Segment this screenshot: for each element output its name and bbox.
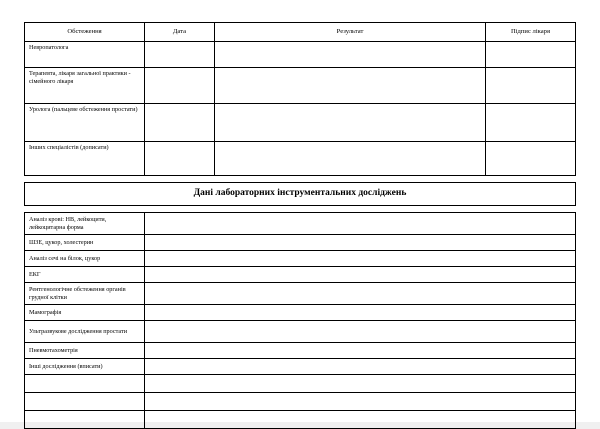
- exam-label-other-specialists: Інших спеціалістів (дописати): [25, 142, 145, 176]
- exam-result-urologist[interactable]: [215, 104, 486, 142]
- lab-label-blank-3[interactable]: [25, 411, 145, 429]
- column-header-result: Результат: [215, 23, 486, 42]
- lab-value-pneumotachometry[interactable]: [145, 343, 576, 359]
- lab-label-blank-1[interactable]: [25, 375, 145, 393]
- section-title-table: [24, 182, 576, 206]
- column-header-date: Дата: [145, 23, 215, 42]
- exam-signature-therapist[interactable]: [486, 68, 576, 104]
- lab-value-blank-2[interactable]: [145, 393, 576, 411]
- lab-value-prostate-ultrasound[interactable]: [145, 321, 576, 343]
- table-header-row: [25, 23, 576, 42]
- table-row: [25, 343, 576, 359]
- exam-date-neurologist[interactable]: [145, 42, 215, 68]
- table-row: [25, 235, 576, 251]
- column-header-signature: Підпис лікаря: [486, 23, 576, 42]
- table-row: [25, 267, 576, 283]
- lab-value-esr-sugar-cholesterol[interactable]: [145, 235, 576, 251]
- exam-result-other-specialists[interactable]: [215, 142, 486, 176]
- section-title: Дані лабораторних інструментальних досліджень: [25, 183, 576, 206]
- lab-label-blood-test: Аналіз крові: НВ, лейкоцити, лейкоцитарна форма: [25, 213, 145, 235]
- exam-signature-urologist[interactable]: [486, 104, 576, 142]
- lab-label-ecg: ЕКГ: [25, 267, 145, 283]
- table-row: [25, 375, 576, 393]
- section-title-container: [24, 182, 576, 206]
- exam-signature-other-specialists[interactable]: [486, 142, 576, 176]
- section-title-row: [25, 183, 576, 206]
- exam-result-neurologist[interactable]: [215, 42, 486, 68]
- table-row: [25, 251, 576, 267]
- lab-value-chest-xray[interactable]: [145, 283, 576, 305]
- table-row: [25, 411, 576, 429]
- table-row: [25, 142, 576, 176]
- table-row: [25, 213, 576, 235]
- lab-value-other-tests[interactable]: [145, 359, 576, 375]
- column-header-examination: Обстеження: [25, 23, 145, 42]
- lab-label-esr-sugar-cholesterol: ШЗЕ, цукор, холестерин: [25, 235, 145, 251]
- lab-results-table: [24, 212, 576, 429]
- table-row: [25, 283, 576, 305]
- exam-result-therapist[interactable]: [215, 68, 486, 104]
- examinations-table: [24, 22, 576, 176]
- exam-date-therapist[interactable]: [145, 68, 215, 104]
- table-row: [25, 393, 576, 411]
- lab-value-blood-test[interactable]: [145, 213, 576, 235]
- form-sheet: [24, 22, 576, 402]
- lab-value-blank-1[interactable]: [145, 375, 576, 393]
- lab-value-blank-3[interactable]: [145, 411, 576, 429]
- table-row: [25, 68, 576, 104]
- exam-signature-neurologist[interactable]: [486, 42, 576, 68]
- lab-value-urine-test[interactable]: [145, 251, 576, 267]
- table-row: [25, 305, 576, 321]
- exam-label-therapist: Терапевта, лікаря загальної практики - сімейного лікаря: [25, 68, 145, 104]
- lab-label-blank-2[interactable]: [25, 393, 145, 411]
- exam-date-other-specialists[interactable]: [145, 142, 215, 176]
- table-row: [25, 359, 576, 375]
- exam-label-urologist: Уролога (пальцеве обстеження простати): [25, 104, 145, 142]
- lab-label-mammography: Мамографія: [25, 305, 145, 321]
- table-row: [25, 104, 576, 142]
- exam-label-neurologist: Невропатолога: [25, 42, 145, 68]
- exam-date-urologist[interactable]: [145, 104, 215, 142]
- lab-label-prostate-ultrasound: Ультразвукове дослідження простати: [25, 321, 145, 343]
- lab-label-urine-test: Аналіз сечі на білок, цукор: [25, 251, 145, 267]
- lab-label-pneumotachometry: Пневмотахометрія: [25, 343, 145, 359]
- lab-value-mammography[interactable]: [145, 305, 576, 321]
- lab-label-other-tests: Інші дослідження (вписати): [25, 359, 145, 375]
- lab-value-ecg[interactable]: [145, 267, 576, 283]
- table-row: [25, 42, 576, 68]
- lab-label-chest-xray: Рентгенологічне обстеження органів грудної клітки: [25, 283, 145, 305]
- table-row: [25, 321, 576, 343]
